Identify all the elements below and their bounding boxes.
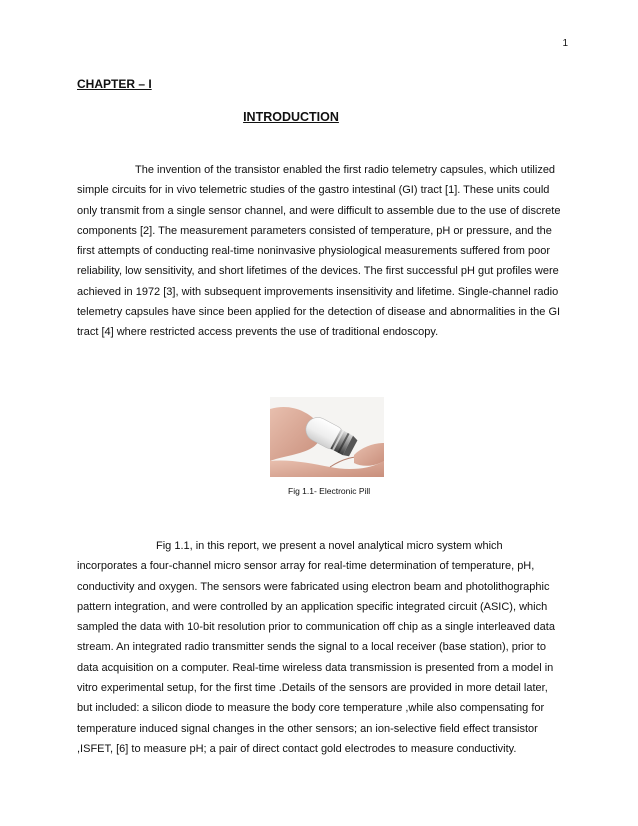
- page-number: 1: [562, 38, 568, 49]
- figure-caption: Fig 1.1- Electronic Pill: [288, 486, 371, 496]
- page-title: INTRODUCTION: [243, 110, 339, 124]
- electronic-pill-image: [270, 397, 384, 477]
- paragraph-system: Fig 1.1, in this report, we present a novel analytical micro system which incorporates a four-channel micro sensor array for real-time determination of temperature, pH, conductivity and oxygen. The sensors were fabricated using electron beam and photolithographic pattern integration, and were controlled by an application specific integrated circuit (ASIC), which sampled the data with 10-bit resolution prior to communication off chip as a single interleaved data stream. An integrated radio transmitter sends the signal to a local receiver (base station), prior to data acquisition on a computer. Real-time wireless data transmission is presented from a model in vitro experimental setup, for the first time .Details of the sensors are provided in more detail later, but included: a silicon diode to measure the body core temperature ,while also compensating for temperature induced signal changes in the other sensors; an ion-selective field effect transistor ,ISFET, [6] to measure pH; a pair of direct contact gold electrodes to measure conductivity.: [77, 540, 555, 755]
- chapter-heading: CHAPTER – I: [77, 77, 152, 91]
- paragraph-intro: The invention of the transistor enabled the first radio telemetry capsules, which utilized simple circuits for in vivo telemetric studies of the gastro intestinal (GI) tract [1]. These units could only transmit from a single sensor channel, and were difficult to assemble due to the use of discrete components [2]. The measurement parameters consisted of temperature, pH or pressure, and the first attempts of conducting real-time noninvasive physiological measurements suffered from poor reliability, low sensitivity, and short lifetimes of the devices. The first successful pH gut profiles were achieved in 1972 [3], with subsequent improvements insensitivity and lifetime. Single-channel radio telemetry capsules have since been applied for the detection of disease and abnormalities in the GI tract [4] where restricted access prevents the use of traditional endoscopy.: [77, 164, 561, 339]
- electronic-pill-figure: [270, 397, 384, 477]
